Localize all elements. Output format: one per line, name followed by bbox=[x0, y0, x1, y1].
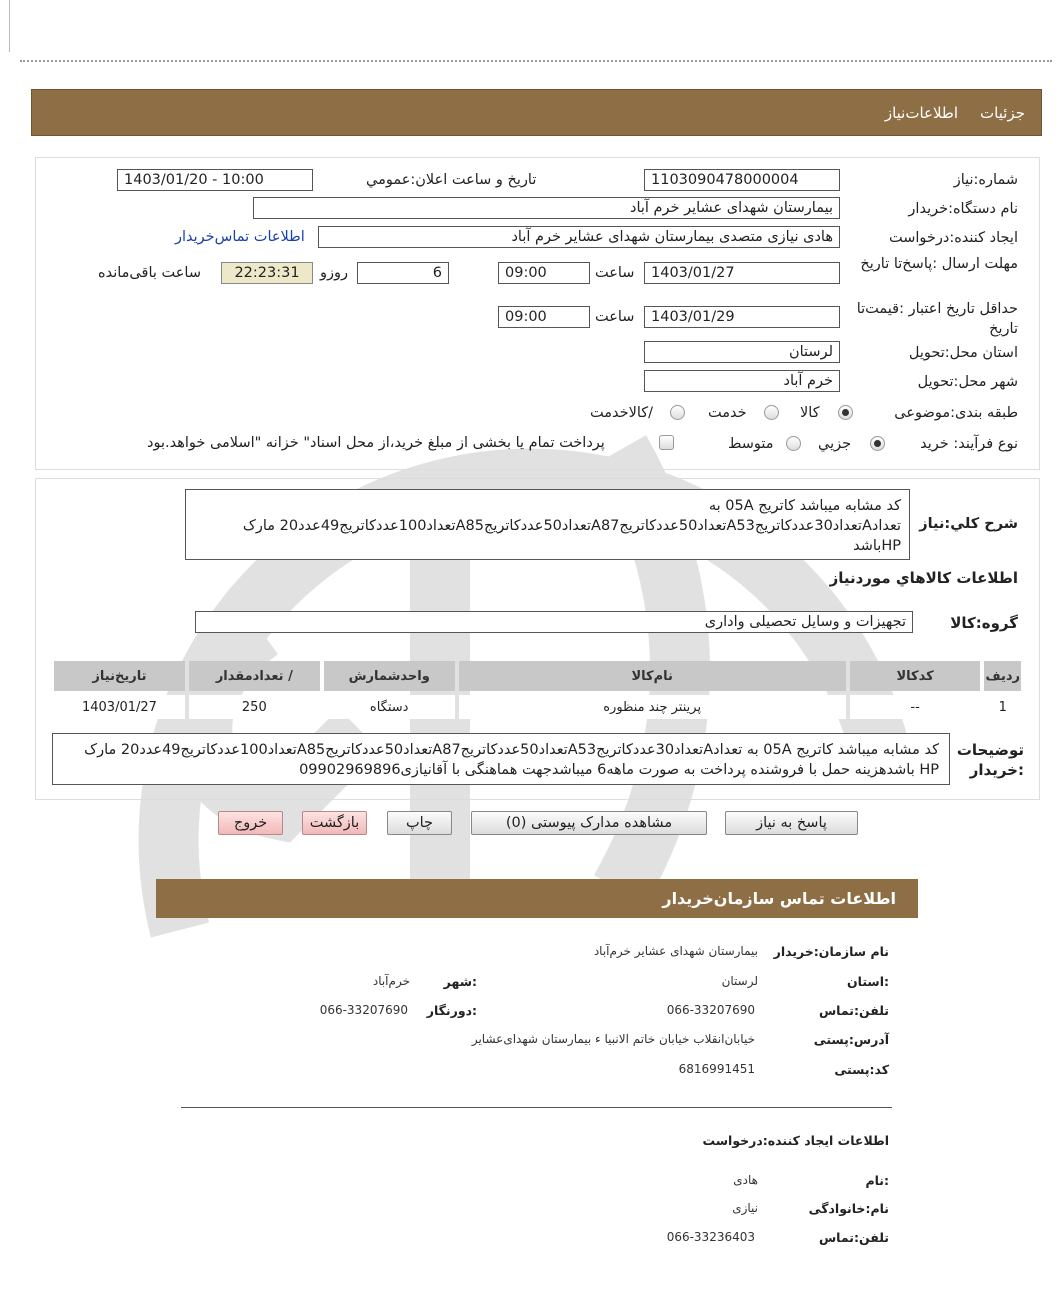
col-unit: واحدشمارش bbox=[324, 661, 455, 691]
creator-name-value: هادی bbox=[733, 1173, 758, 1187]
contact-postal-value: 6816991451 bbox=[678, 1062, 755, 1076]
tab-need-info[interactable]: اطلاعات‌نیاز bbox=[884, 103, 959, 122]
goods-group-label: گروه:کالا bbox=[950, 614, 1018, 632]
contact-divider bbox=[181, 1107, 892, 1108]
process-medium-radio[interactable] bbox=[786, 436, 801, 451]
category-goods-label: کالا bbox=[800, 405, 820, 421]
goods-table bbox=[50, 657, 1025, 723]
treasury-payment-note: پرداخت تمام یا بخشی از مبلغ خرید،از محل اسناد" خزانه "اسلامی خواهد.بود bbox=[147, 435, 605, 451]
province-field: لرستان bbox=[644, 341, 840, 363]
announce-datetime-label: تاریخ و ساعت اعلان:عمومي bbox=[366, 172, 537, 188]
city-label: شهر محل:تحویل bbox=[917, 374, 1018, 390]
contact-address-label: آدرس:پستی bbox=[813, 1032, 889, 1047]
announce-datetime-field: 1403/01/20 - 10:00 bbox=[117, 169, 313, 191]
category-goods-radio[interactable] bbox=[838, 405, 853, 420]
col-date: تاریخ‌نیاز bbox=[54, 661, 185, 691]
creator-label: ایجاد کننده:درخواست bbox=[889, 230, 1018, 246]
back-button[interactable]: بازگشت bbox=[302, 811, 367, 835]
cell-unit: دستگاه bbox=[324, 695, 455, 719]
contact-fax-value: 066-33207690 bbox=[319, 1003, 408, 1017]
cell-date: 1403/01/27 bbox=[54, 695, 185, 719]
col-qty: / تعدادمقدار bbox=[189, 661, 320, 691]
creator-phone-value: 066-33236403 bbox=[666, 1230, 755, 1244]
city-field: خرم آباد bbox=[644, 370, 840, 392]
contact-postal-label: کد:پستی bbox=[834, 1062, 889, 1077]
creator-phone-label: تلفن:تماس bbox=[818, 1230, 889, 1245]
cell-code: -- bbox=[850, 695, 981, 719]
buyer-notes-box: کد مشابه میباشد کاتریج 05A به تعدادAتعداد30عددکاتریجA53تعداد50عددکاتریجA87تعداد50عددکاتریجA85تعداد100عددکاتریج49عدد20 مارک HP باشدهزینه حمل با فروشنده پرداخت به صورت ماهه6 میباشدجهت هماهنگی با آقانیازی09902969896 bbox=[52, 733, 950, 785]
remaining-timer: 22:23:31 bbox=[221, 262, 313, 284]
need-number-field: 1103090478000004 bbox=[644, 169, 840, 191]
left-border-line bbox=[9, 0, 10, 52]
table-row bbox=[54, 695, 1021, 719]
col-name: نام‌کالا bbox=[459, 661, 846, 691]
creator-family-value: نیازی bbox=[732, 1201, 758, 1215]
cell-name: پرینتر چند منظوره bbox=[459, 695, 846, 719]
process-medium-label: متوسط bbox=[728, 436, 774, 452]
contact-address-value: خیابان‌انقلاب خیابان خاتم الانبیا ء بیمارستان شهدای‌عشایر bbox=[471, 1032, 755, 1046]
creator-field: هادی نیازی متصدی بیمارستان شهدای عشایر خرم آباد bbox=[318, 226, 840, 248]
process-type-label: نوع فرآیند: خرید bbox=[920, 436, 1018, 452]
creator-name-label: :نام bbox=[865, 1173, 889, 1188]
remaining-label: ساعت باقی‌مانده bbox=[98, 265, 201, 281]
contact-province-value: لرستان bbox=[721, 974, 758, 988]
contact-city-value: خرم‌آباد bbox=[372, 974, 410, 988]
category-goods-service-radio[interactable] bbox=[670, 405, 685, 420]
validity-date-field: 1403/01/29 bbox=[644, 306, 840, 328]
buyer-org-label: نام دستگاه:خریدار bbox=[908, 201, 1018, 217]
response-time-field: 09:00 bbox=[498, 262, 590, 284]
dotted-separator bbox=[20, 60, 1052, 62]
response-deadline-label: مهلت ارسال :پاسخ‌تا تاریخ bbox=[860, 256, 1018, 272]
contact-phone-label: تلفن:تماس bbox=[818, 1003, 889, 1018]
cell-row: 1 bbox=[984, 695, 1021, 719]
print-button[interactable]: چاپ bbox=[387, 811, 452, 835]
creator-family-label: نام:خانوادگی bbox=[808, 1201, 889, 1216]
contact-phone-value: 066-33207690 bbox=[666, 1003, 755, 1017]
buyer-contact-link[interactable]: اطلاعات تماس‌خریدار bbox=[175, 229, 305, 245]
header-tabs-bar bbox=[31, 89, 1042, 136]
process-partial-label: جزیي bbox=[818, 436, 852, 452]
category-goods-service-label: /کالاخدمت bbox=[590, 405, 654, 421]
response-date-field: 1403/01/27 bbox=[644, 262, 840, 284]
buyer-notes-label: توضیحات :خریدار bbox=[956, 741, 1024, 779]
goods-table-wrapper bbox=[50, 657, 1025, 723]
contact-title-bar: اطلاعات تماس سازمان‌خریدار bbox=[156, 879, 918, 918]
province-label: استان محل:تحویل bbox=[908, 345, 1018, 361]
validity-time-field: 09:00 bbox=[498, 306, 590, 328]
goods-group-field: تجهیزات و وسایل تحصیلی واداری bbox=[195, 611, 913, 633]
response-hour-label: ساعت bbox=[595, 265, 635, 281]
category-service-label: خدمت bbox=[708, 405, 747, 421]
attachments-button[interactable]: مشاهده مدارک پیوستی (0) bbox=[471, 811, 707, 835]
col-code: کدکالا bbox=[850, 661, 981, 691]
respond-button[interactable]: پاسخ به نیاز bbox=[725, 811, 858, 835]
validity-hour-label: ساعت bbox=[595, 309, 635, 325]
contact-province-label: :استان bbox=[846, 974, 889, 989]
contact-org-value: بیمارستان شهدای عشایر خرم‌آباد bbox=[593, 944, 758, 958]
cell-qty: 250 bbox=[189, 695, 320, 719]
treasury-payment-checkbox[interactable] bbox=[659, 435, 674, 450]
category-label: طبقه بندی:موضوعی bbox=[894, 405, 1018, 421]
contact-city-label: :شهر bbox=[443, 974, 477, 989]
general-desc-box: کد مشابه میباشد کاتریج 05A به تعدادAتعداد30عددکاتریجA53تعداد50عددکاتریجA87تعداد50عددکاتریجA85تعداد100عددکاتریج49عدد20 مارک HPباشد bbox=[185, 489, 910, 560]
buyer-org-field: بیمارستان شهدای عشایر خرم آباد bbox=[253, 197, 840, 219]
category-service-radio[interactable] bbox=[764, 405, 779, 420]
general-desc-label: شرح کلي:نیاز bbox=[919, 516, 1018, 532]
days-field: 6 bbox=[357, 262, 449, 284]
exit-button[interactable]: خروج bbox=[218, 811, 283, 835]
contact-org-label: نام سازمان:خریدار bbox=[773, 944, 889, 959]
creator-info-title: اطلاعات ایجاد کننده:درخواست bbox=[702, 1133, 889, 1148]
contact-fax-label: :دورنگار bbox=[426, 1003, 477, 1018]
col-row: ردیف bbox=[984, 661, 1021, 691]
and-day-label: روزو bbox=[320, 265, 349, 281]
goods-info-title: اطلاعات کالاهاي موردنیاز bbox=[829, 569, 1018, 587]
min-validity-label: حداقل تاریخ اعتبار :قیمت‌تا تاریخ bbox=[856, 301, 1018, 337]
process-partial-radio[interactable] bbox=[870, 436, 885, 451]
tab-details[interactable]: جزئیات bbox=[980, 103, 1025, 122]
need-number-label: شماره:نیاز bbox=[953, 172, 1018, 188]
